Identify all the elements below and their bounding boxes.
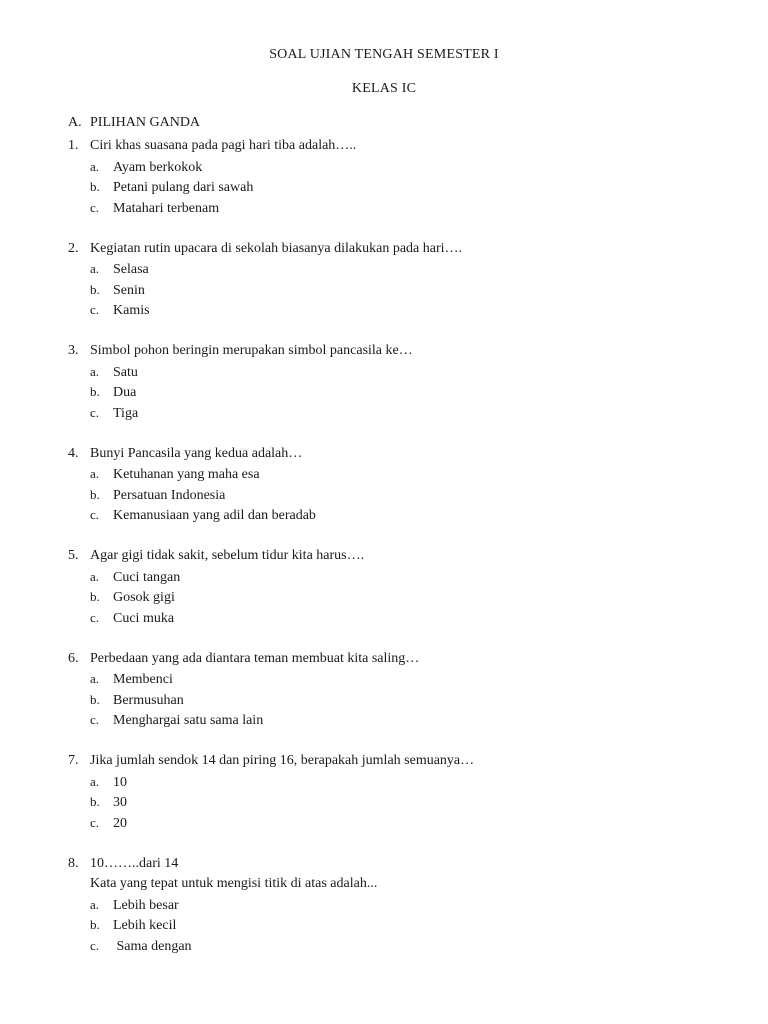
- question-number: 7.: [68, 753, 79, 768]
- option-letter: c.: [90, 609, 100, 625]
- class-label: KELAS IC: [351, 81, 417, 96]
- answer-option: [68, 567, 708, 588]
- option-letter: c.: [90, 404, 100, 420]
- option-letter: b.: [90, 794, 100, 809]
- option-text: Bermusuhan: [113, 692, 184, 708]
- answer-option: [68, 915, 708, 936]
- question-text: Bunyi Pancasila yang kedua adalah…: [90, 445, 303, 461]
- question-number: 6.: [68, 650, 79, 666]
- option-letter: b.: [90, 691, 100, 707]
- option-letter: c.: [90, 712, 100, 727]
- answer-option: [68, 259, 708, 280]
- option-text: 20: [113, 815, 127, 831]
- answer-option: [68, 198, 708, 219]
- question-line: [68, 444, 708, 465]
- option-text: Tiga: [113, 405, 139, 421]
- option-text: Matahari terbenam: [113, 200, 220, 216]
- question-text: Agar gigi tidak sakit, sebelum tidur kita harus….: [90, 548, 365, 563]
- option-letter: a.: [90, 671, 100, 686]
- question-text: Ciri khas suasana pada pagi hari tiba adalah…..: [90, 138, 357, 153]
- option-text: Kemanusiaan yang adil dan beradab: [113, 508, 316, 523]
- exam-title: SOAL UJIAN TENGAH SEMESTER I: [269, 47, 499, 62]
- option-text: Dua: [113, 385, 137, 400]
- question-line: [68, 341, 708, 362]
- option-text: Cuci tangan: [113, 569, 181, 585]
- option-text: Selasa: [113, 262, 149, 277]
- answer-option: [68, 382, 708, 403]
- answer-option: [68, 485, 708, 506]
- question-line: [68, 751, 708, 772]
- option-letter: a.: [90, 568, 100, 584]
- answer-option: [68, 403, 708, 424]
- answer-option: [68, 936, 708, 957]
- answer-option: [68, 895, 708, 916]
- option-letter: b.: [90, 281, 100, 297]
- question-item: [68, 444, 708, 526]
- option-text: Petani pulang dari sawah: [113, 180, 254, 195]
- option-letter: b.: [90, 486, 100, 502]
- option-letter: b.: [90, 917, 100, 932]
- question-text: Kegiatan rutin upacara di sekolah biasanya dilakukan pada hari….: [90, 240, 463, 256]
- option-text: Kamis: [113, 303, 150, 318]
- question-number: 1.: [68, 138, 79, 153]
- answer-option: [68, 280, 708, 301]
- option-text: 10: [113, 774, 127, 790]
- answer-option: [68, 587, 708, 608]
- option-text: Persatuan Indonesia: [113, 487, 226, 503]
- option-letter: c.: [90, 937, 100, 953]
- answer-option: [68, 792, 708, 813]
- question-line: [68, 239, 708, 260]
- option-letter: c.: [90, 199, 100, 215]
- option-text: Satu: [113, 364, 138, 380]
- question-text: 10……..dari 14: [90, 855, 179, 871]
- answer-option: [68, 157, 708, 178]
- question-number: 3.: [68, 343, 79, 358]
- option-letter: c.: [90, 302, 100, 317]
- option-letter: a.: [90, 261, 100, 276]
- answer-option: [68, 710, 708, 731]
- question-text: Jika jumlah sendok 14 dan piring 16, berapakah jumlah semuanya…: [90, 753, 475, 768]
- question-number: 5.: [68, 548, 79, 563]
- question-text: Simbol pohon beringin merupakan simbol pancasila ke…: [90, 343, 413, 358]
- option-text: Cuci muka: [113, 610, 175, 626]
- option-text: Lebih kecil: [113, 918, 177, 933]
- option-letter: b.: [90, 179, 100, 194]
- answer-option: [68, 669, 708, 690]
- section-heading: [68, 115, 200, 131]
- option-letter: c.: [90, 507, 100, 522]
- answer-option: [68, 772, 708, 793]
- option-text: Menghargai satu sama lain: [113, 713, 264, 728]
- option-letter: a.: [90, 773, 100, 789]
- section-label: PILIHAN GANDA: [90, 115, 201, 130]
- question-item: [68, 239, 708, 321]
- answer-option: [68, 608, 708, 629]
- option-text: Ketuhanan yang maha esa: [113, 467, 260, 482]
- question-text: Perbedaan yang ada diantara teman membuat kita saling…: [90, 650, 420, 666]
- question-item: [68, 341, 708, 423]
- question-number: 8.: [68, 855, 79, 871]
- option-text: Membenci: [113, 672, 173, 687]
- question-item: [68, 136, 708, 218]
- option-text: Lebih besar: [113, 897, 179, 913]
- answer-option: [68, 177, 708, 198]
- question-line: [68, 136, 708, 157]
- answer-option: [68, 505, 708, 526]
- option-letter: a.: [90, 466, 100, 481]
- option-text: 30: [113, 795, 127, 810]
- answer-option: [68, 300, 708, 321]
- option-text: Sama dengan: [113, 938, 192, 954]
- option-letter: c.: [90, 814, 100, 830]
- question-line: [68, 649, 708, 670]
- answer-option: [68, 813, 708, 834]
- option-letter: a.: [90, 363, 100, 379]
- section-letter: A.: [68, 115, 82, 130]
- question-line: [68, 546, 708, 567]
- question-item: [68, 854, 708, 957]
- answer-option: [68, 690, 708, 711]
- question-item: [68, 546, 708, 628]
- option-letter: a.: [90, 896, 100, 912]
- option-text: Gosok gigi: [113, 590, 175, 605]
- option-text: Ayam berkokok: [113, 159, 203, 175]
- question-number: 4.: [68, 445, 79, 461]
- option-text: Senin: [113, 282, 145, 298]
- question-subtext: Kata yang tepat untuk mengisi titik di atas adalah...: [90, 876, 378, 891]
- question-list: [68, 136, 708, 956]
- question-item: [68, 649, 708, 731]
- question-line: [68, 854, 708, 875]
- option-letter: a.: [90, 158, 100, 174]
- answer-option: [68, 464, 708, 485]
- question-number: 2.: [68, 240, 79, 256]
- option-letter: b.: [90, 589, 100, 604]
- question-item: [68, 751, 708, 833]
- answer-option: [68, 362, 708, 383]
- option-letter: b.: [90, 384, 100, 399]
